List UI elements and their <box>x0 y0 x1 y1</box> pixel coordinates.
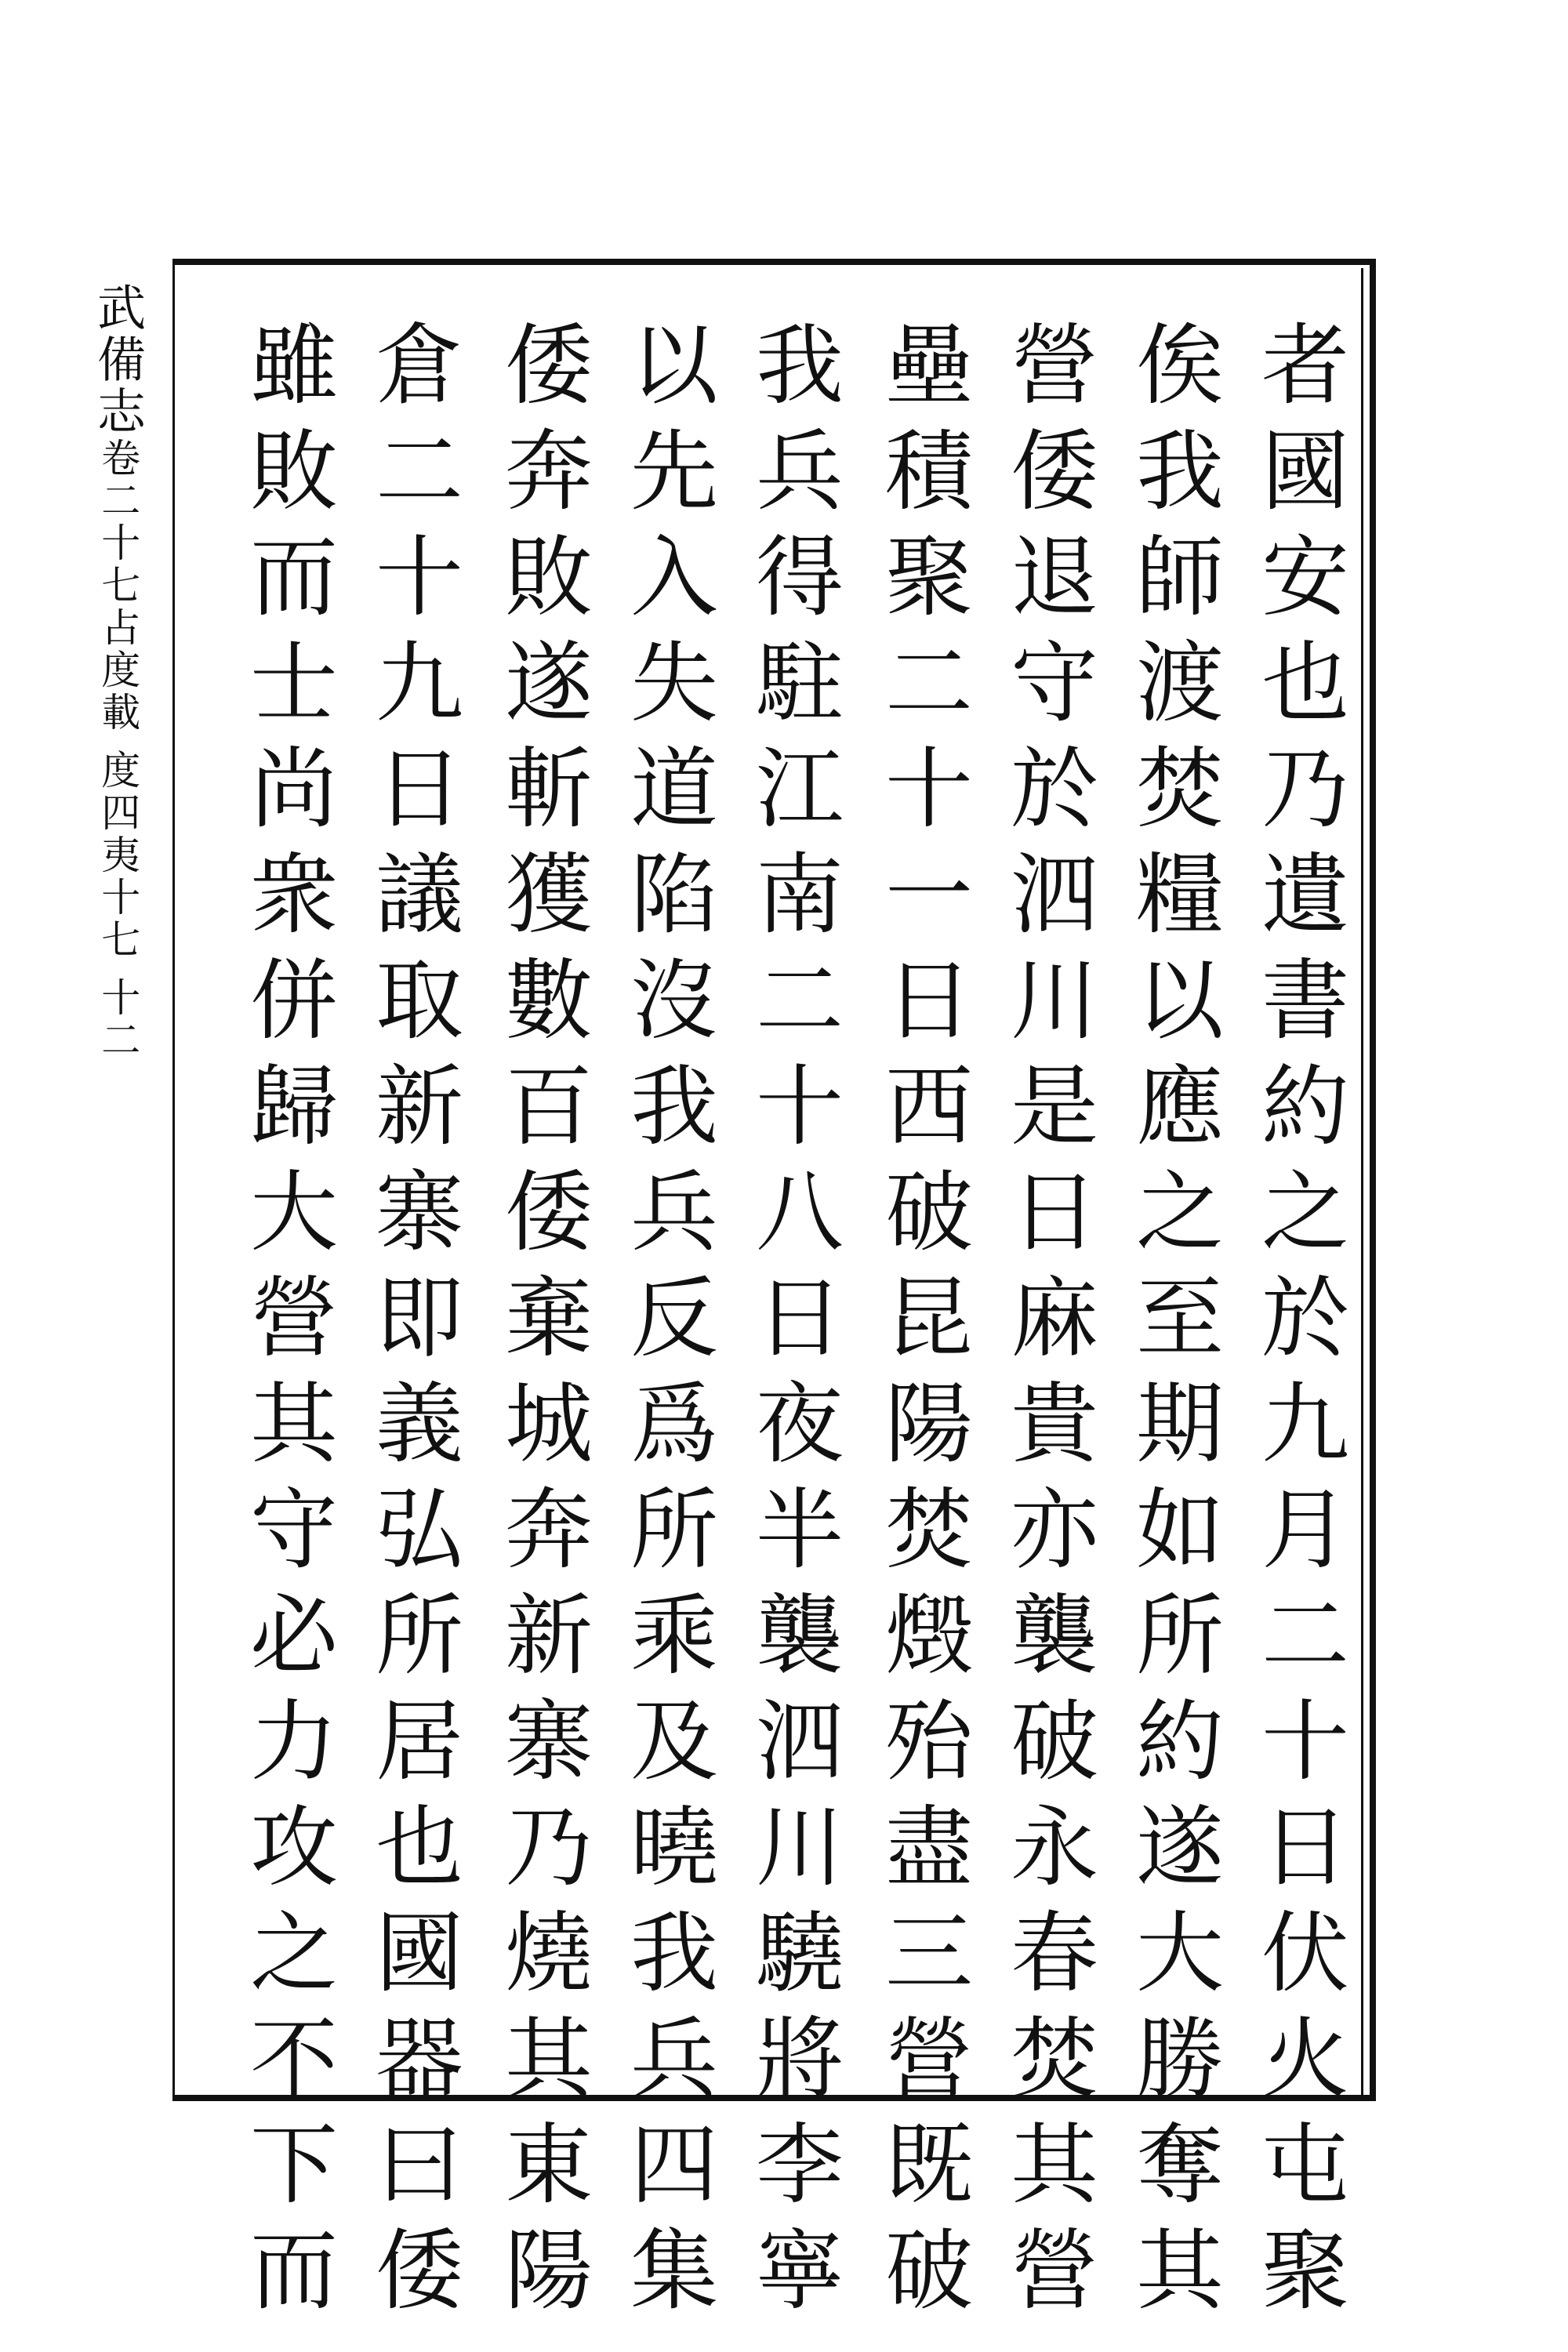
glyph: 永 <box>1011 1797 1098 1899</box>
glyph: 二 <box>885 633 973 735</box>
glyph: 貴 <box>1011 1374 1098 1475</box>
glyph: 器 <box>376 2009 463 2111</box>
glyph: 十 <box>756 1056 844 1158</box>
glyph: 駐 <box>756 633 844 735</box>
glyph: 營 <box>885 2009 973 2111</box>
glyph: 泗 <box>756 1691 844 1793</box>
glyph: 爲 <box>630 1374 718 1475</box>
glyph: 日 <box>1011 1162 1098 1264</box>
glyph: 曉 <box>630 1797 718 1899</box>
glyph: 安 <box>1261 527 1349 629</box>
glyph: 寨 <box>376 1162 463 1264</box>
glyph: 春 <box>1011 1903 1098 2005</box>
text-column-9 <box>235 314 353 2325</box>
glyph: 其 <box>1011 2114 1098 2216</box>
glyph: 其 <box>505 2009 593 2111</box>
glyph: 其 <box>1136 2220 1224 2322</box>
glyph: 三 <box>885 1903 973 2005</box>
glyph: 江 <box>756 739 844 840</box>
glyph: 營 <box>250 1268 338 1370</box>
glyph: 如 <box>1136 1479 1224 1581</box>
glyph: 應 <box>1136 1056 1224 1158</box>
glyph: 以 <box>1136 950 1224 1052</box>
glyph: 一 <box>885 844 973 946</box>
glyph: 壘 <box>885 315 973 417</box>
glyph: 日 <box>1261 1797 1349 1899</box>
glyph: 聚 <box>885 527 973 629</box>
glyph: 士 <box>250 633 338 735</box>
glyph: 而 <box>250 2220 338 2322</box>
glyph: 遂 <box>1136 1797 1224 1899</box>
glyph: 東 <box>505 2114 593 2216</box>
glyph: 十 <box>885 739 973 840</box>
glyph: 日 <box>885 950 973 1052</box>
glyph: 衆 <box>250 844 338 946</box>
text-column-7 <box>490 314 608 2325</box>
glyph: 約 <box>1136 1691 1224 1793</box>
glyph: 雖 <box>250 315 338 417</box>
text-column-3 <box>996 314 1113 2325</box>
glyph: 者 <box>1261 315 1349 417</box>
glyph: 寧 <box>756 2220 844 2322</box>
glyph: 驍 <box>756 1903 844 2005</box>
glyph: 退 <box>1011 527 1098 629</box>
glyph: 焚 <box>1136 739 1224 840</box>
glyph: 先 <box>630 421 718 523</box>
glyph: 居 <box>376 1691 463 1793</box>
glyph: 盡 <box>885 1797 973 1899</box>
glyph: 川 <box>1011 950 1098 1052</box>
glyph: 敗 <box>505 527 593 629</box>
glyph: 破 <box>1011 1691 1098 1793</box>
glyph: 麻 <box>1011 1268 1098 1370</box>
glyph: 渡 <box>1136 633 1224 735</box>
glyph: 集 <box>630 2220 718 2322</box>
glyph: 至 <box>1136 1268 1224 1370</box>
glyph: 併 <box>250 950 338 1052</box>
glyph: 曰 <box>376 2114 463 2216</box>
glyph: 道 <box>630 739 718 840</box>
glyph: 十 <box>376 527 463 629</box>
glyph: 乃 <box>505 1797 593 1899</box>
glyph: 入 <box>630 527 718 629</box>
glyph: 四 <box>630 2114 718 2216</box>
page-number: 十二 <box>95 977 141 1062</box>
glyph: 於 <box>1261 1268 1349 1370</box>
text-column-5 <box>741 314 858 2325</box>
glyph: 遂 <box>505 633 593 735</box>
glyph: 之 <box>250 1903 338 2005</box>
text-column-8 <box>361 314 478 2325</box>
glyph: 焚 <box>885 1479 973 1581</box>
glyph: 奔 <box>505 421 593 523</box>
glyph: 所 <box>630 1479 718 1581</box>
glyph: 議 <box>376 844 463 946</box>
glyph: 得 <box>756 527 844 629</box>
glyph: 期 <box>1136 1374 1224 1475</box>
glyph: 我 <box>630 1056 718 1158</box>
glyph: 國 <box>1261 421 1349 523</box>
section-label: 占度載 <box>95 607 141 734</box>
glyph: 焚 <box>1011 2009 1098 2111</box>
glyph: 兵 <box>630 2009 718 2111</box>
glyph: 及 <box>630 1691 718 1793</box>
glyph: 遺 <box>1261 844 1349 946</box>
glyph: 九 <box>376 633 463 735</box>
glyph: 必 <box>250 1585 338 1687</box>
glyph: 沒 <box>630 950 718 1052</box>
glyph: 半 <box>756 1479 844 1581</box>
glyph: 獲 <box>505 844 593 946</box>
glyph: 數 <box>505 950 593 1052</box>
glyph: 南 <box>756 844 844 946</box>
glyph: 倭 <box>1011 421 1098 523</box>
glyph: 二 <box>376 421 463 523</box>
glyph: 百 <box>505 1056 593 1158</box>
glyph: 也 <box>1261 633 1349 735</box>
glyph: 棄 <box>505 1268 593 1370</box>
glyph: 師 <box>1136 527 1224 629</box>
glyph: 殆 <box>885 1691 973 1793</box>
glyph: 取 <box>376 950 463 1052</box>
glyph: 俟 <box>1136 315 1224 417</box>
glyph: 倉 <box>376 315 463 417</box>
category-label: 四夷十七 <box>95 792 141 961</box>
glyph: 所 <box>376 1585 463 1687</box>
glyph: 大 <box>250 1162 338 1264</box>
text-column-2 <box>1121 314 1239 2325</box>
glyph: 攻 <box>250 1797 338 1899</box>
glyph: 奔 <box>505 1479 593 1581</box>
glyph: 川 <box>756 1797 844 1899</box>
glyph: 約 <box>1261 1056 1349 1158</box>
glyph: 亦 <box>1011 1479 1098 1581</box>
glyph: 陷 <box>630 844 718 946</box>
glyph: 守 <box>250 1479 338 1581</box>
glyph: 陽 <box>885 1374 973 1475</box>
glyph: 乘 <box>630 1585 718 1687</box>
glyph: 其 <box>250 1374 338 1475</box>
glyph: 歸 <box>250 1056 338 1158</box>
glyph: 將 <box>756 2009 844 2111</box>
glyph: 八 <box>756 1162 844 1264</box>
glyph: 屯 <box>1261 2114 1349 2216</box>
margin-column <box>82 282 153 1062</box>
glyph: 十 <box>1261 1691 1349 1793</box>
glyph: 也 <box>376 1797 463 1899</box>
glyph: 尚 <box>250 739 338 840</box>
glyph: 失 <box>630 633 718 735</box>
glyph: 斬 <box>505 739 593 840</box>
volume-label: 卷二十七 <box>95 437 141 607</box>
glyph: 火 <box>1261 2009 1349 2111</box>
glyph: 我 <box>756 315 844 417</box>
glyph: 二 <box>1261 1585 1349 1687</box>
glyph: 寨 <box>505 1691 593 1793</box>
glyph: 勝 <box>1136 2009 1224 2111</box>
sub-label: 度 <box>95 750 141 792</box>
glyph: 反 <box>630 1268 718 1370</box>
glyph: 積 <box>885 421 973 523</box>
glyph: 月 <box>1261 1479 1349 1581</box>
glyph: 破 <box>885 1162 973 1264</box>
glyph: 之 <box>1261 1162 1349 1264</box>
glyph: 泗 <box>1011 844 1098 946</box>
glyph: 新 <box>505 1585 593 1687</box>
glyph: 李 <box>756 2114 844 2216</box>
glyph: 以 <box>630 315 718 417</box>
glyph: 兵 <box>756 421 844 523</box>
glyph: 新 <box>376 1056 463 1158</box>
glyph: 營 <box>1011 315 1098 417</box>
glyph: 國 <box>376 1903 463 2005</box>
glyph: 陽 <box>505 2220 593 2322</box>
glyph: 燬 <box>885 1585 973 1687</box>
glyph: 兵 <box>630 1162 718 1264</box>
glyph: 二 <box>756 950 844 1052</box>
glyph: 燒 <box>505 1903 593 2005</box>
glyph: 破 <box>885 2220 973 2322</box>
glyph: 營 <box>1011 2220 1098 2322</box>
glyph: 義 <box>376 1374 463 1475</box>
glyph: 日 <box>376 739 463 840</box>
glyph: 即 <box>376 1268 463 1370</box>
text-column-4 <box>870 314 988 2325</box>
glyph: 倭 <box>505 315 593 417</box>
glyph: 是 <box>1011 1056 1098 1158</box>
glyph: 守 <box>1011 633 1098 735</box>
glyph: 於 <box>1011 739 1098 840</box>
glyph: 日 <box>756 1268 844 1370</box>
glyph: 昆 <box>885 1268 973 1370</box>
glyph: 伏 <box>1261 1903 1349 2005</box>
glyph: 西 <box>885 1056 973 1158</box>
glyph: 奪 <box>1136 2114 1224 2216</box>
glyph: 下 <box>250 2114 338 2216</box>
glyph: 襲 <box>1011 1585 1098 1687</box>
text-column-1 <box>1247 314 1364 2325</box>
glyph: 而 <box>250 527 338 629</box>
glyph: 之 <box>1136 1162 1224 1264</box>
glyph: 既 <box>885 2114 973 2216</box>
glyph: 大 <box>1136 1903 1224 2005</box>
glyph: 乃 <box>1261 739 1349 840</box>
glyph: 所 <box>1136 1585 1224 1687</box>
glyph: 聚 <box>1261 2220 1349 2322</box>
glyph: 我 <box>630 1903 718 2005</box>
glyph: 糧 <box>1136 844 1224 946</box>
glyph: 襲 <box>756 1585 844 1687</box>
text-column-6 <box>615 314 733 2325</box>
glyph: 力 <box>250 1691 338 1793</box>
glyph: 夜 <box>756 1374 844 1475</box>
glyph: 不 <box>250 2009 338 2111</box>
glyph: 弘 <box>376 1479 463 1581</box>
glyph: 倭 <box>505 1162 593 1264</box>
glyph: 敗 <box>250 421 338 523</box>
glyph: 我 <box>1136 421 1224 523</box>
glyph: 城 <box>505 1374 593 1475</box>
book-title: 武備志 <box>89 282 147 437</box>
glyph: 書 <box>1261 950 1349 1052</box>
glyph: 九 <box>1261 1374 1349 1475</box>
glyph: 倭 <box>376 2220 463 2322</box>
